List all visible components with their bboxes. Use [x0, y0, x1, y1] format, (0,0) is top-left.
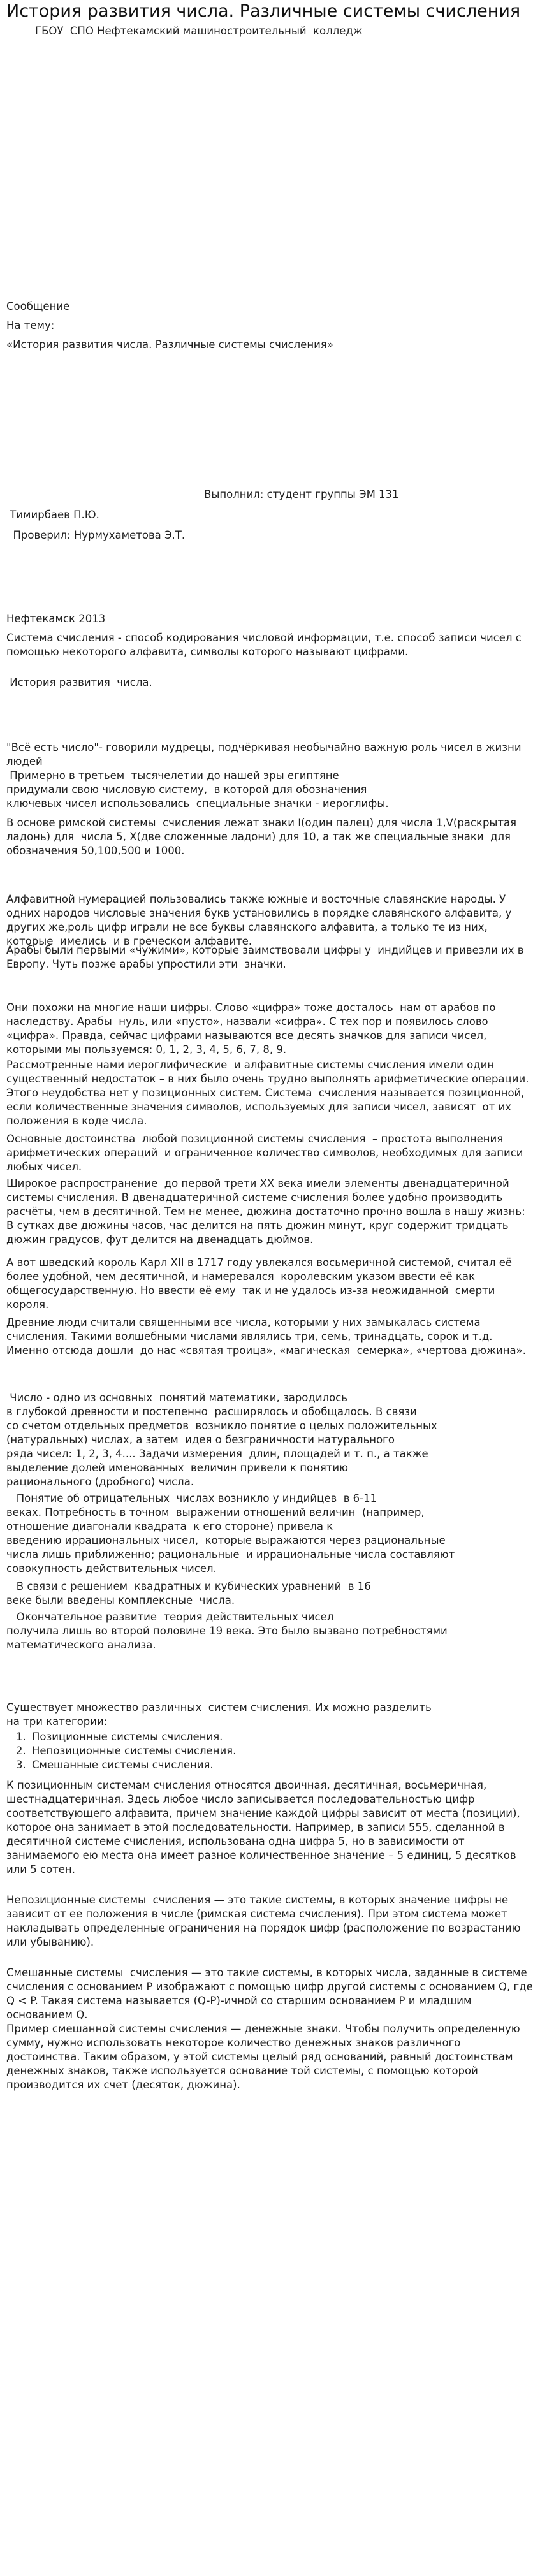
paragraph: Смешанные системы счисления — это такие системы, в которых числа, заданные в системе счисления с основанием P изображают с помощью цифр другой системы с основанием Q, где Q < P. Такая система называется (Q-P)-ичной со старшим основанием P и младшим основанием Q. Пример смешанной системы счисления — денежные знаки. Чтобы получить определенную сумму, нужно использовать некоторое количество денежных знаков различного достоинства. Таким образом, у этой системы целый ряд оснований, равный достоинствам денежных знаков, также используется основание той системы, с помощью которой производится их счет (десяток, дюжина).	[6, 1967, 533, 2091]
report-type: Сообщение	[6, 300, 70, 312]
paragraph: А вот шведский король Карл XII в 1717 году увлекался восьмеричной системой, считал её более удобной, чем десятичной, и намеревался королевским указом ввести её как общегосударственную. Но ввести её ему так и не удалось из-за неожиданной смерти короля.	[6, 1256, 516, 1311]
paragraph: Существует множество различных систем счисления. Их можно разделить на три категории:	[6, 1701, 432, 1728]
city-year: Нефтекамск 2013	[6, 613, 106, 625]
topic-label: На тему:	[6, 319, 55, 331]
paragraph: Древние люди считали священными все числа, которыми у них замыкалась система счисления. Такими волшебными числами являлись три, семь, тринадцать, сорок и т.д. Именно отсюда дошли до нас «святая троица», «магическая семерка», «чертова дюжина».	[6, 1316, 527, 1357]
list-item: 1. Позиционные системы счисления.	[29, 1730, 540, 1744]
list-item: 2. Непозиционные системы счисления.	[29, 1744, 540, 1758]
paragraph: К позиционным системам счисления относятся двоичная, десятичная, восьмеричная, шестнадцатеричная. Здесь любое число записывается последовательностью цифр соответствующего алфавита, причем значение каждой цифры зависит от места (позиции), которое она занимает в этой последовательности. Например, в записи 555, сделанной в десятичной системе счисления, использована одна цифра 5, но в зависимости от занимаемого ею места она имеет разное количественное значение – 5 единиц, 5 десятков или 5 сотен.	[6, 1779, 523, 1875]
paragraph: Окончательное развитие теория действительных чисел получила лишь во второй половине 19 века. Это было вызвано потребностями математического анализа.	[6, 1611, 448, 1651]
categories-list	[6, 1730, 540, 1772]
checked-by: Проверил: Нурмухаметова Э.Т.	[6, 529, 186, 541]
paragraph: Число - одно из основных понятий математики, зародилось в глубокой древности и постепенно расширялось и обобщалось. В связи со счетом отдельных предметов возникло понятие о целых положительных (натуральных) числах, а затем идея о безграничности натурального ряда чисел: 1, 2, 3, 4.... Задачи измерения длин, площадей и т. п., а также выделение долей именованных величин привели к понятию рационального (дробного) числа.	[6, 1392, 437, 1488]
paragraph: В связи с решением квадратных и кубических уравнений в 16 веке были введены комплексные числа.	[6, 1580, 371, 1606]
list-item: 3. Смешанные системы счисления.	[29, 1758, 540, 1772]
paragraph: Алфавитной нумерацией пользовались также южные и восточные славянские народы. У одних народов числовые значения букв установились в порядке славянского алфавита, у других же,роль цифр играли не все буквы славянского алфавита, а только те из них, которые имелись и в греческом алфавите.	[6, 893, 515, 947]
author-name: Тимирбаев П.Ю.	[6, 509, 99, 521]
paragraph: История развития числа.	[6, 676, 152, 688]
paragraph: Основные достоинства любой позиционной системы счисления – простота выполнения арифметических операций и ограниченное количество символов, необходимых для записи любых чисел.	[6, 1133, 527, 1173]
paragraph: Понятие об отрицательных числах возникло у индийцев в 6-11 веках. Потребность в точном выражении отношений величин (например, отношение диагонали квадрата к его стороне) привела к введению иррациональных чисел, которые выражаются через рациональные числа лишь приближенно; рациональные и иррациональные числа составляют совокупность действительных чисел.	[6, 1492, 455, 1575]
paragraph: "Всё есть число"- говорили мудрецы, подчёркивая необычайно важную роль чисел в жизни людей	[6, 741, 525, 768]
paragraph: Примерно в третьем тысячелетии до нашей эры египтяне придумали свою числовую систему, в которой для обозначения ключевых чисел использовались специальные значки - иероглифы.	[6, 769, 389, 810]
college-name: ГБОУ СПО Нефтекамский машиностроительный колледж	[35, 25, 363, 37]
paragraph: Они похожи на многие наши цифры. Слово «цифра» тоже досталось нам от арабов по наследству. Арабы нуль, или «пусто», назвали «сифра». С тех пор и появилось слово «цифра». Правда, сейчас цифрами называются все десять значков для записи чисел, которыми мы пользуемся: 0, 1, 2, 3, 4, 5, 6, 7, 8, 9.	[6, 1001, 499, 1056]
document-title: История развития числа. Различные системы счисления	[6, 1, 521, 21]
paragraph: Широкое распространение до первой трети XX века имели элементы двенадцатеричной системы счисления. В двенадцатеричной системе счисления более удобно производить расчёты, чем в десятичной. Тем не менее, дюжина достаточно прочно вошла в нашу жизнь: В сутках две дюжины часов, час делится на пять дюжин минут, круг содержит тридцать дюжин градусов, фут делится на двенадцать дюймов.	[6, 1177, 529, 1246]
paragraph: Непозиционные системы счисления — это такие системы, в которых значение цифры не зависит от ее положения в числе (римская система счисления). При этом система может накладывать определенные ограничения на порядок цифр (расположение по возрастанию или убыванию).	[6, 1894, 524, 1948]
author-line: Выполнил: студент группы ЭМ 131	[204, 488, 399, 500]
paragraph: Арабы были первыми «чужими», которые заимствовали цифры у индийцев и привезли их в Европу. Чуть позже арабы упростили эти значки.	[6, 944, 527, 970]
paragraph: В основе римской системы счисления лежат знаки I(один палец) для числа 1,V(раскрытая ладонь) для числа 5, X(две сложенные ладони) для 10, а так же специальные знаки для обозначения 50,100,500 и 1000.	[6, 817, 520, 857]
topic-text: «История развития числа. Различные системы счисления»	[6, 338, 333, 351]
paragraph: Система счисления - способ кодирования числовой информации, т.е. способ записи чисел с помощью некоторого алфавита, символы которого называют цифрами.	[6, 632, 525, 658]
paragraph: Рассмотренные нами иероглифические и алфавитные системы счисления имели один существенный недостаток – в них было очень трудно выполнять арифметические операции. Этого неудобства нет у позиционных систем. Система счисления называется позиционной, если количественные значения символов, используемых для записи чисел, зависят от их положения в коде числа.	[6, 1059, 532, 1127]
